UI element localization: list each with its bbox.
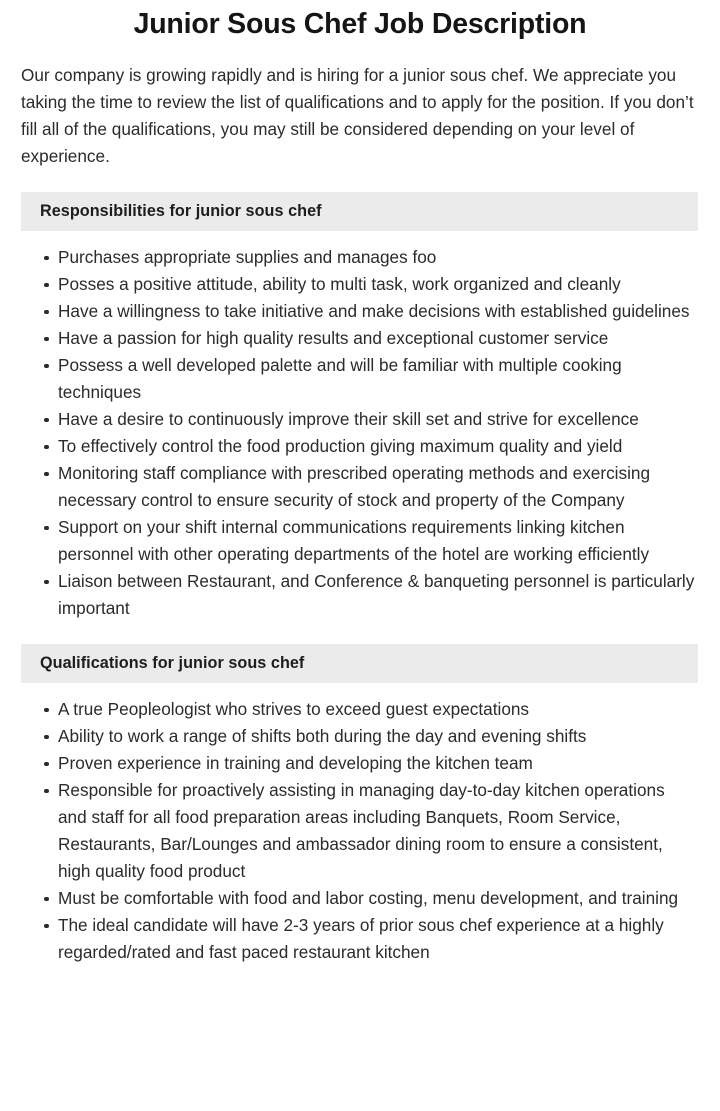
list-item: Have a passion for high quality results and exceptional customer service: [58, 325, 696, 352]
responsibilities-list: [0, 244, 720, 622]
list-item: Have a willingness to take initiative and make decisions with established guidelines: [58, 298, 696, 325]
intro-paragraph: Our company is growing rapidly and is hiring for a junior sous chef. We appreciate you taking the time to review the list of qualifications and to apply for the position. If you don’t fill all of the qualifications, you may still be considered depending on your level of experience.: [21, 65, 694, 166]
list-item: To effectively control the food production giving maximum quality and yield: [58, 433, 696, 460]
list-item: Ability to work a range of shifts both during the day and evening shifts: [58, 723, 696, 750]
section-header-qualifications: [21, 644, 698, 683]
list-item: The ideal candidate will have 2-3 years of prior sous chef experience at a highly regarded/rated and fast paced restaurant kitchen: [58, 912, 696, 966]
section-header-label: Qualifications for junior sous chef: [40, 654, 305, 672]
list-item: Possess a well developed palette and will be familiar with multiple cooking techniques: [58, 352, 696, 406]
qualifications-list: [0, 696, 720, 966]
list-item: Must be comfortable with food and labor costing, menu development, and training: [58, 885, 696, 912]
list-item: Proven experience in training and developing the kitchen team: [58, 750, 696, 777]
list-item: Posses a positive attitude, ability to multi task, work organized and cleanly: [58, 271, 696, 298]
list-item: Have a desire to continuously improve their skill set and strive for excellence: [58, 406, 696, 433]
list-item: Monitoring staff compliance with prescribed operating methods and exercising necessary control to ensure security of stock and property of the Company: [58, 460, 696, 514]
section-header-responsibilities: [21, 192, 698, 231]
list-item: Support on your shift internal communications requirements linking kitchen personnel with other operating departments of the hotel are working efficiently: [58, 514, 696, 568]
page-title: Junior Sous Chef Job Description: [133, 8, 587, 40]
list-item: Purchases appropriate supplies and manages foo: [58, 244, 696, 271]
list-item: Liaison between Restaurant, and Conference & banqueting personnel is particularly important: [58, 568, 696, 622]
list-item: Responsible for proactively assisting in managing day-to-day kitchen operations and staff for all food preparation areas including Banquets, Room Service, Restaurants, Bar/Lounges and ambassador dining room to ensure a consistent, high quality food product: [58, 777, 696, 885]
list-item: A true Peopleologist who strives to exceed guest expectations: [58, 696, 696, 723]
section-header-label: Responsibilities for junior sous chef: [40, 202, 322, 220]
